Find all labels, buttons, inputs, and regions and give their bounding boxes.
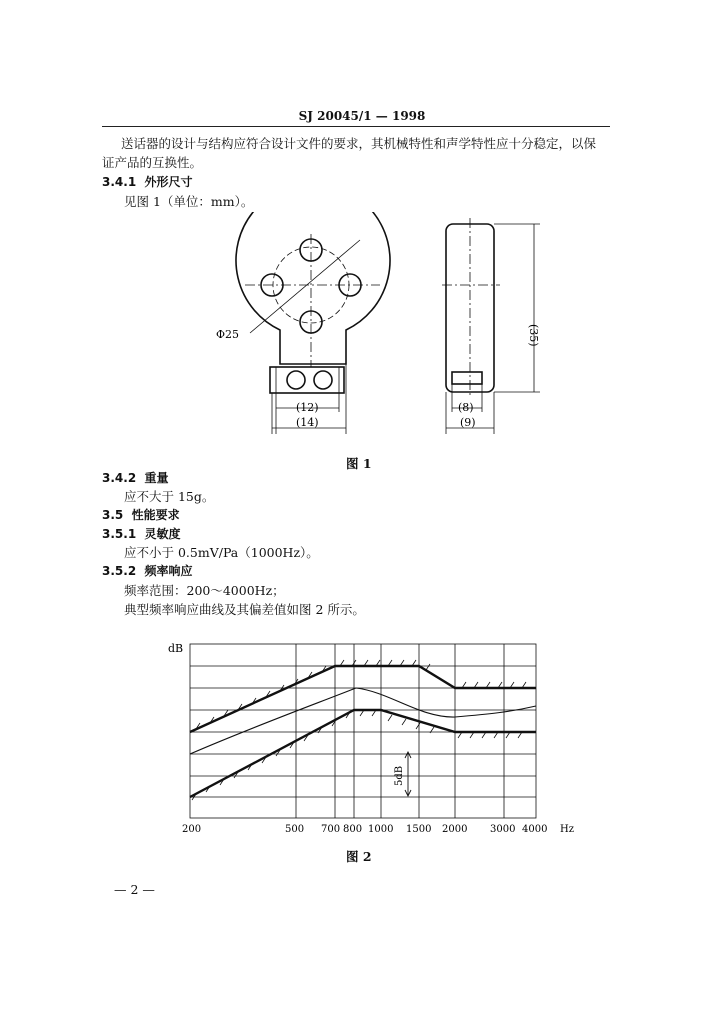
terminal-left [287,371,305,389]
section-title: 外形尺寸 [144,175,193,189]
section-number: 3.4.1 [102,175,137,189]
section-3-5-2-heading [102,562,193,579]
section-title: 频率响应 [144,564,193,578]
dim-8-label: (8) [458,401,474,414]
section-title: 灵敏度 [144,527,181,541]
section-number: 3.4.2 [102,471,137,485]
section-3-4-2-heading [102,469,169,486]
dim-12-label: (12) [296,401,319,414]
section-number: 3.5.2 [102,564,137,578]
typical-response-curve [190,688,536,754]
x-unit: Hz [560,824,574,835]
section-3-5-2-line-1: 频率范围：200～4000Hz； [124,583,285,598]
xtick-1000: 1000 [368,824,394,835]
xtick-800: 800 [343,824,363,835]
xtick-3000: 3000 [490,824,516,835]
figure-2-caption: 图 2 [346,849,372,864]
figure-2-chart [160,636,580,840]
diameter-label: Φ25 [216,328,240,341]
figure-1-drawing [210,212,570,444]
header-rule [102,126,610,127]
paragraph-line-1: 送话器的设计与结构应符合设计文件的要求，其机械特性和声学特性应十分稳定，以保 [121,136,597,151]
section-3-5-2-line-2: 典型频率响应曲线及其偏差值如图 2 所示。 [124,602,365,617]
terminal-right [314,371,332,389]
paragraph-line-2: 证产品的互换性。 [102,155,203,170]
xtick-1500: 1500 [406,824,432,835]
scale-marker [405,752,411,796]
section-3-5-1-text: 应不小于 0.5mV/Pa（1000Hz）。 [124,545,319,560]
xtick-4000: 4000 [522,824,548,835]
figure-1-caption: 图 1 [346,456,372,471]
section-title: 性能要求 [131,508,180,522]
section-number: 3.5.1 [102,527,137,541]
page-header: SJ 20045/1 — 1998 [298,109,426,123]
dim-14-label: (14) [296,416,319,429]
section-3-5-heading [102,506,180,523]
xtick-200: 200 [182,824,202,835]
page-number: — 2 — [114,882,155,897]
section-title: 重量 [144,471,169,485]
section-3-4-1-text: 见图 1（单位：mm）。 [124,194,254,209]
section-number: 3.5 [102,508,124,522]
scale-label: 5dB [394,765,405,786]
chart-ylabel: dB [168,642,184,655]
upper-limit-line [190,666,536,732]
terminal-block [270,367,344,393]
section-3-5-1-heading [102,525,181,542]
dim-9-label: (9) [460,416,476,429]
xtick-2000: 2000 [442,824,468,835]
side-view-terminal [452,372,482,384]
section-3-4-2-text: 应不大于 15g。 [124,489,215,504]
xtick-700: 700 [321,824,341,835]
front-view-outline [236,212,390,364]
xtick-500: 500 [285,824,305,835]
lower-limit-line [190,710,536,797]
dim-35-label: (35) [527,324,540,347]
section-3-4-1-heading [102,173,193,190]
